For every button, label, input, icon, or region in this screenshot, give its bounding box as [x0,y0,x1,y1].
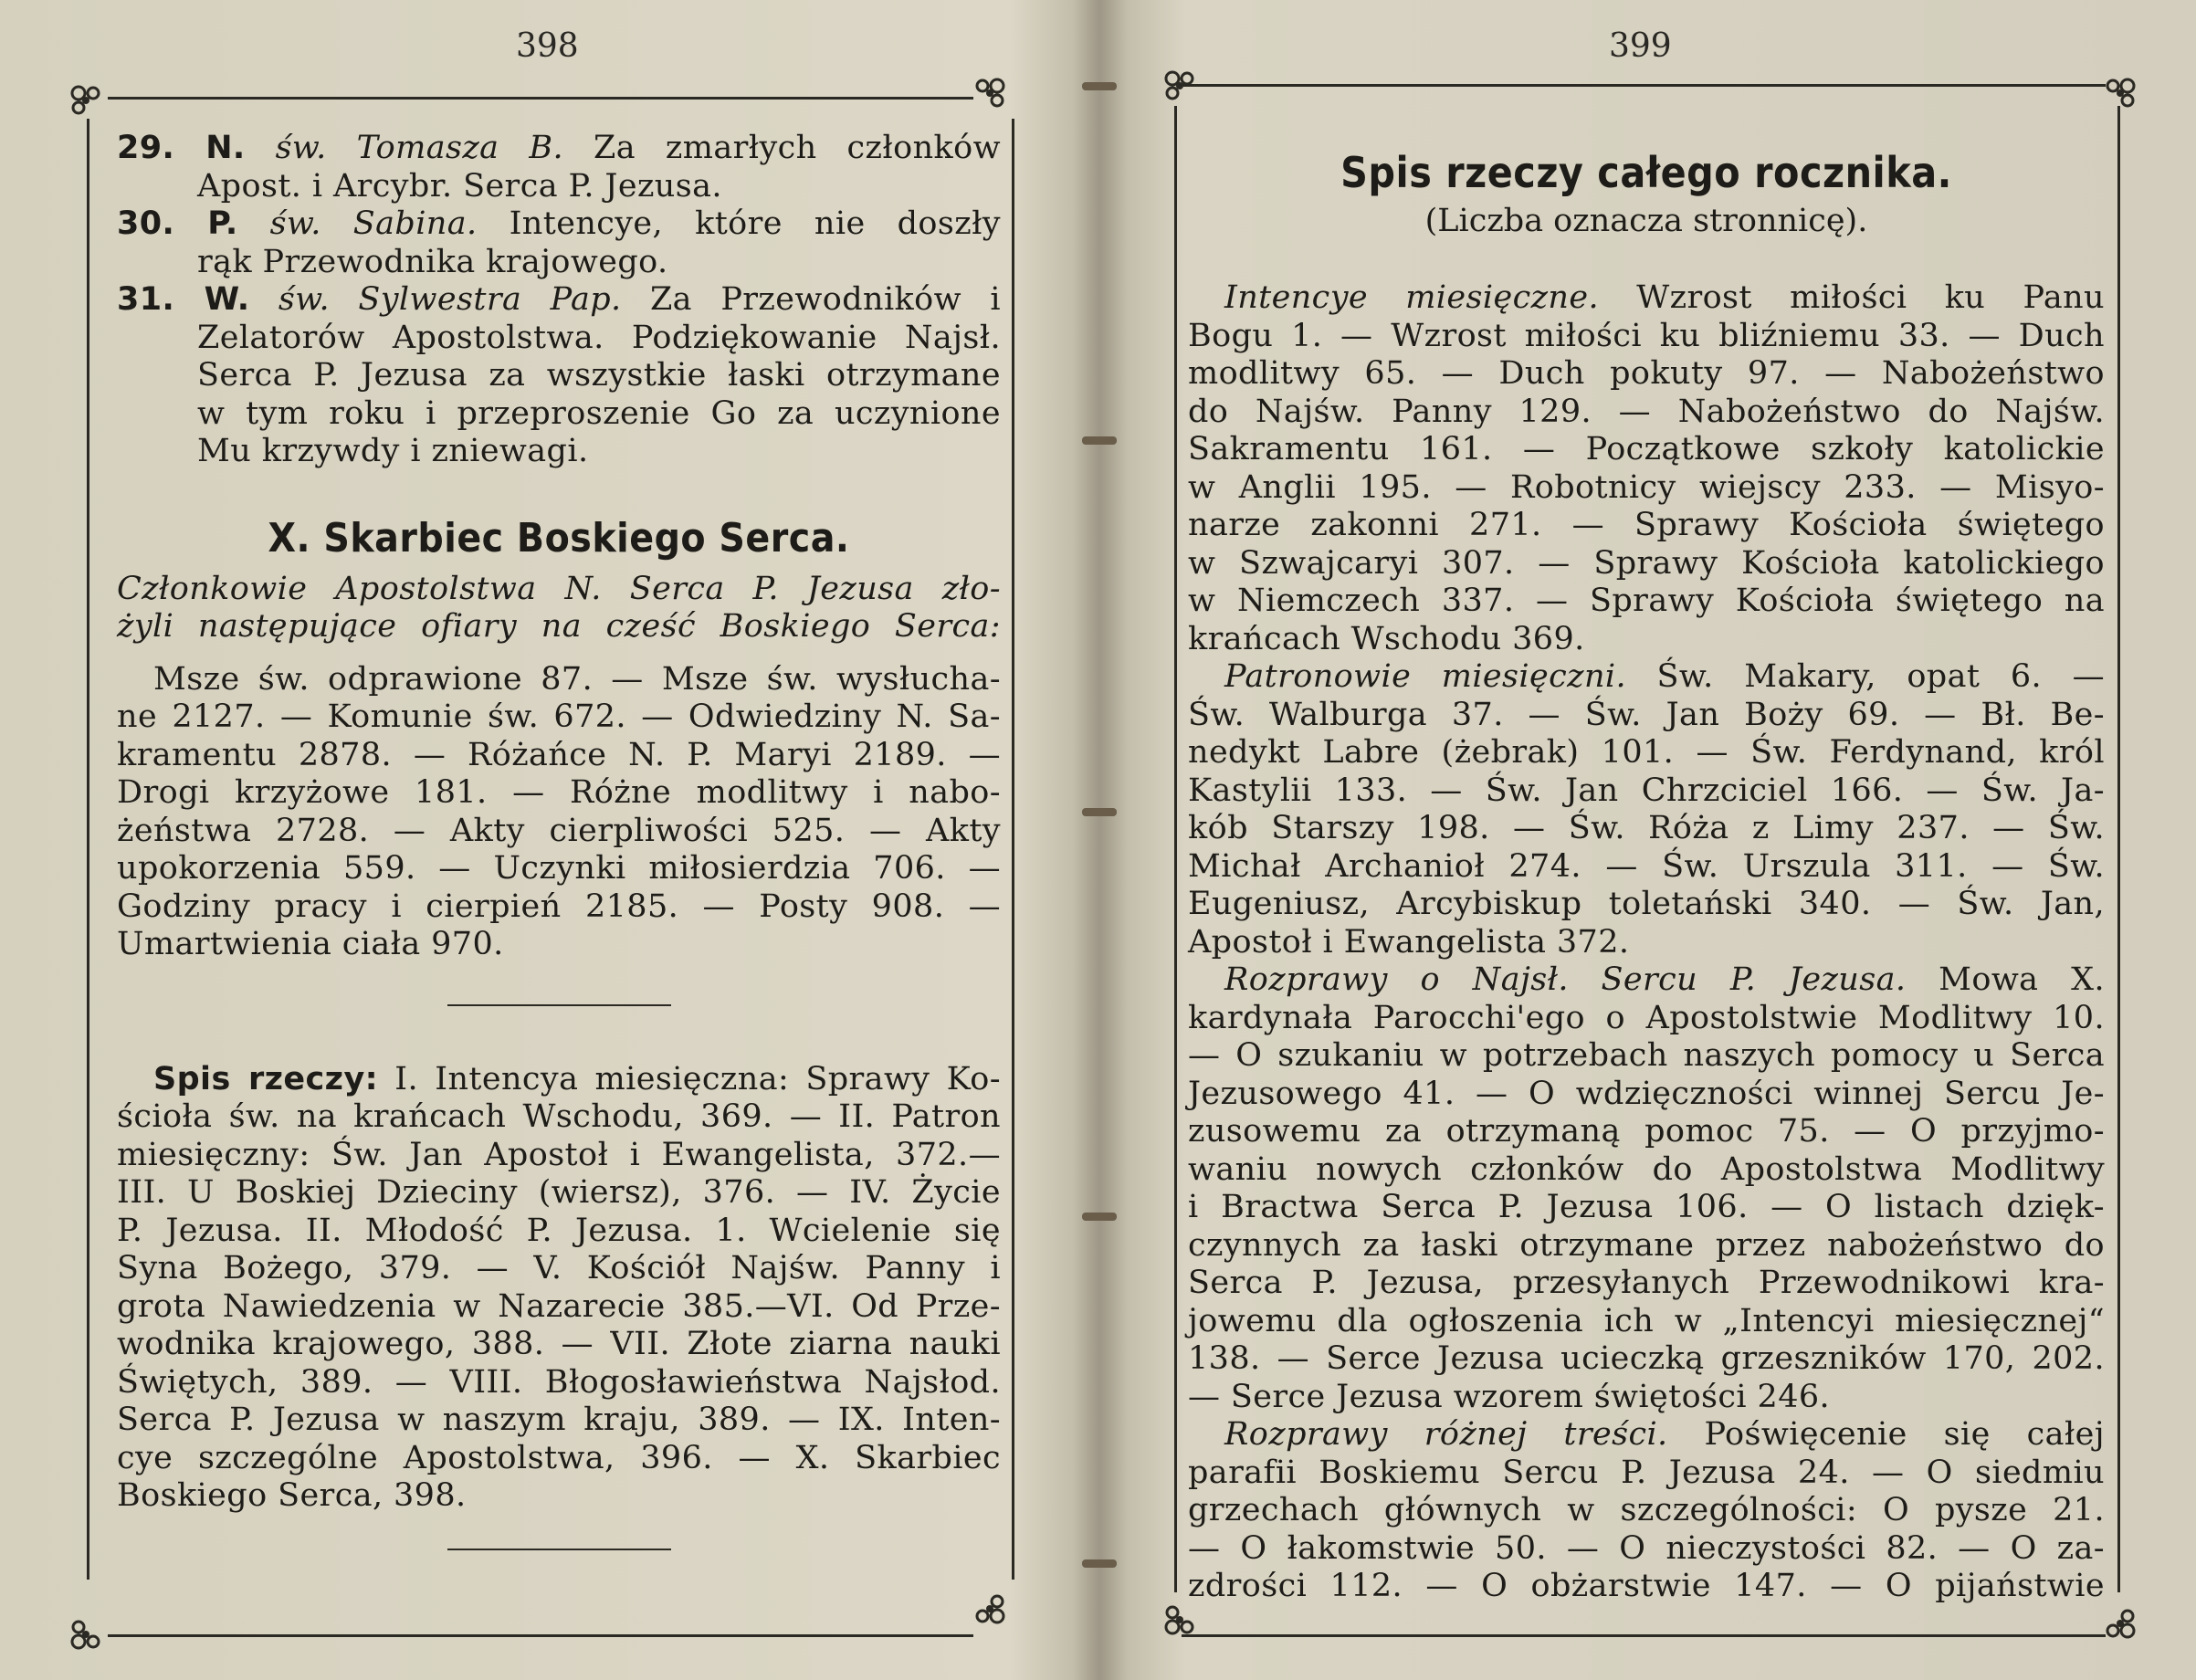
toc-line: Serca P. Jezusa w naszym kraju, 389. — IX. Inten- [117,1402,1001,1438]
list-line: Mu krzywdy i zniewagi. [197,433,589,469]
offerings-line: Drogi krzyżowe 181. — Różne modlitwy i nabo- [117,774,1001,811]
corner-ornament-icon [1160,66,1202,108]
index-line: — O szukaniu w potrzebach naszych pomocy u Serca [1188,1037,2105,1074]
index-line: Serca P. Jezusa, przesyłanych Przewodnikowi kra- [1188,1265,2105,1301]
index-line: Michał Archanioł 274. — Św. Urszula 311. — Św. [1188,847,2105,885]
offerings-line: żeństwa 2728. — Akty cierpliwości 525. — Akty [117,812,1001,849]
page-number: 399 [1609,27,1672,65]
page-number: 398 [516,27,579,65]
index-line: Eugeniusz, Arcybiskup toletański 340. — Św. Jan, [1188,886,2105,922]
toc-line: cye szczególne Apostolstwa, 396. — X. Skarbiec [117,1439,1001,1476]
index-line: Sakramentu 161. — Początkowe szkoły katolickie [1188,431,2105,467]
section-heading: X. Skarbiec Boskiego Serca. [268,514,850,562]
toc-line: Świętych, 389. — VIII. Błogosławieństwa Najsłod. [117,1363,1001,1401]
list-line: Apost. i Arcybr. Serca P. Jezusa. [197,167,722,205]
binding-stitch [1082,808,1117,816]
index-line: Św. Walburga 37. — Św. Jan Boży 69. — Bł. Be- [1188,696,2105,733]
page-title: Spis rzeczy całego rocznika. [1340,148,1952,197]
page-frame [87,119,1014,1580]
corner-ornament-icon [970,1589,1012,1631]
bottom-rule [108,1634,973,1637]
index-line: w Anglii 195. — Robotnicy wiejscy 233. — Misyo- [1188,468,2105,506]
toc-line: wodnika krajowego, 388. — VII. Złote ziarna nauki [117,1326,1001,1362]
index-line: Apostoł i Ewangelista 372. [1188,923,1630,961]
corner-ornament-icon [2100,1603,2142,1645]
index-line: Jezusowego 41. — O wdzięczności winnej Sercu Je- [1188,1075,2105,1112]
right-page [1123,0,2196,1680]
index-line: jowemu dla ogłoszenia ich w „Intencyi miesięcznej“ [1188,1302,2105,1339]
index-line: kób Starszy 198. — Św. Róża z Limy 237. — Św. [1188,810,2105,846]
index-line: grzechach głównych w szczególności: O pysze 21. [1188,1492,2105,1528]
index-line: Intencye miesięczne. Wzrost miłości ku Panu [1224,279,2105,316]
list-line: 29. N. św. Tomasza B. Za zmarłych członków [117,130,1001,166]
index-line: zdrości 112. — O obżarstwie 147. — O pijaństwie [1188,1568,2105,1604]
binding-stitch [1082,82,1117,90]
index-line: do Najśw. Panny 129. — Nabożeństwo do Najśw. [1188,393,2105,430]
toc-label: Spis rzeczy: [153,1060,379,1097]
offerings-paragraph [117,661,1001,964]
left-text-block [89,130,1012,1550]
toc-line: Boskiego Serca, 398. [117,1477,467,1514]
toc-line: miesięczny: Św. Jan Apostoł i Ewangelista, 372.— [117,1136,1001,1173]
list-line: 30. P. św. Sabina. Intencye, które nie doszły [117,205,1001,242]
index-line: Bogu 1. — Wzrost miłości ku bliźniemu 33. — Duch [1188,317,2105,354]
index-line: Rozprawy różnej treści. Poświęcenie się całej [1224,1416,2105,1453]
index-line: czynnych za łaski otrzymane przez nabożeństwo do [1188,1226,2105,1264]
offerings-line: Msze św. odprawione 87. — Msze św. wysłucha- [153,660,1001,698]
index-line: w Niemczech 337. — Sprawy Kościoła świętego na [1188,583,2105,619]
toc-line: grota Nawiedzenia w Nazarecie 385.—VI. Od Prze- [117,1287,1001,1325]
index-line: modlitwy 65. — Duch pokuty 97. — Nabożeństwo [1188,355,2105,392]
page-subtitle: (Liczba oznacza stronnicę). [1424,203,1868,239]
index-line: nedykt Labre (żebrak) 101. — Św. Ferdynand, król [1188,734,2105,771]
toc-line: Spis rzeczy: I. Intencya miesięczna: Sprawy Ko- [153,1060,1001,1097]
list-line: w tym roku i przeproszenie Go za uczynione [197,394,1001,432]
section-divider [447,1004,671,1006]
index-line: 138. — Serce Jezusa ucieczką grzeszników 170, 202. [1188,1340,2105,1377]
page-frame [1174,106,2120,1604]
index-line: Rozprawy o Najsł. Sercu P. Jezusa. Mowa X. [1224,961,2105,998]
section-divider [447,1549,671,1550]
bottom-rule [1182,1634,2106,1637]
index-line: — Serce Jezusa wzorem świętości 246. [1188,1378,1831,1415]
right-text-block [1177,148,2117,1606]
intro-line: żyli następujące ofiary na cześć Boskiego Serca: [117,608,1001,645]
top-rule [108,97,973,100]
corner-ornament-icon [970,73,1012,115]
index-line: zusowemu za otrzymaną pomoc 75. — O przyjmo- [1188,1113,2105,1150]
offerings-line: kramentu 2878. — Różańce N. P. Maryi 2189. — [117,736,1001,773]
book-gutter [1073,0,1128,1680]
toc-line: III. U Boskiej Dzieciny (wiersz), 376. — IV. Życie [117,1174,1001,1211]
intro-line: Członkowie Apostolstwa N. Serca P. Jezusa zło- [117,570,1001,607]
index-line: kardynała Parocchi'ego o Apostolstwie Modlitwy 10. [1188,999,2105,1036]
toc-line: Syna Bożego, 379. — V. Kościół Najśw. Panny i [117,1250,1001,1286]
index-line: krańcach Wschodu 369. [1188,620,1585,657]
index-line: — O łakomstwie 50. — O nieczystości 82. — O za- [1188,1529,2105,1567]
offerings-line: upokorzenia 559. — Uczynki miłosierdzia 706. — [117,850,1001,887]
offerings-line: Godziny pracy i cierpień 2185. — Posty 908. — [117,887,1001,925]
index-line: Patronowie miesięczni. Św. Makary, opat 6. — [1224,658,2106,695]
index-line: w Szwajcaryi 307. — Sprawy Kościoła katolickiego [1188,544,2105,582]
list-line: Serca P. Jezusa za wszystkie łaski otrzymane [197,357,1001,394]
index-line: i Bractwa Serca P. Jezusa 106. — O listach dzięk- [1188,1189,2105,1225]
toc-line: P. Jezusa. II. Młodość P. Jezusa. 1. Wcielenie się [117,1212,1001,1249]
list-line: 31. W. św. Sylwestra Pap. Za Przewodników i [117,281,1001,318]
left-page [0,0,1077,1680]
index-line: waniu nowych członków do Apostolstwa Modlitwy [1188,1150,2105,1188]
corner-ornament-icon [66,1614,108,1656]
offerings-line: Umartwienia ciała 970. [117,926,504,962]
index-line: parafii Boskiemu Sercu P. Jezusa 24. — O siedmiu [1188,1454,2105,1491]
list-line: rąk Przewodnika krajowego. [197,243,668,280]
corner-ornament-icon [1160,1600,1202,1642]
index-line: Kastylii 133. — Św. Jan Chrzciciel 166. — Św. Ja- [1188,772,2105,809]
list-line: Zelatorów Apostolstwa. Podziękowanie Najsł. [197,319,1001,356]
binding-stitch [1082,1213,1117,1221]
index-line: narze zakonni 271. — Sprawy Kościoła świętego [1188,507,2105,543]
toc-line: ścioła św. na krańcach Wschodu, 369. — II. Patron [117,1098,1001,1135]
corner-ornament-icon [66,80,108,122]
offerings-line: ne 2127. — Komunie św. 672. — Odwiedziny N. Sa- [117,698,1001,735]
binding-stitch [1082,1559,1117,1568]
top-rule [1182,84,2106,87]
binding-stitch [1082,436,1117,445]
